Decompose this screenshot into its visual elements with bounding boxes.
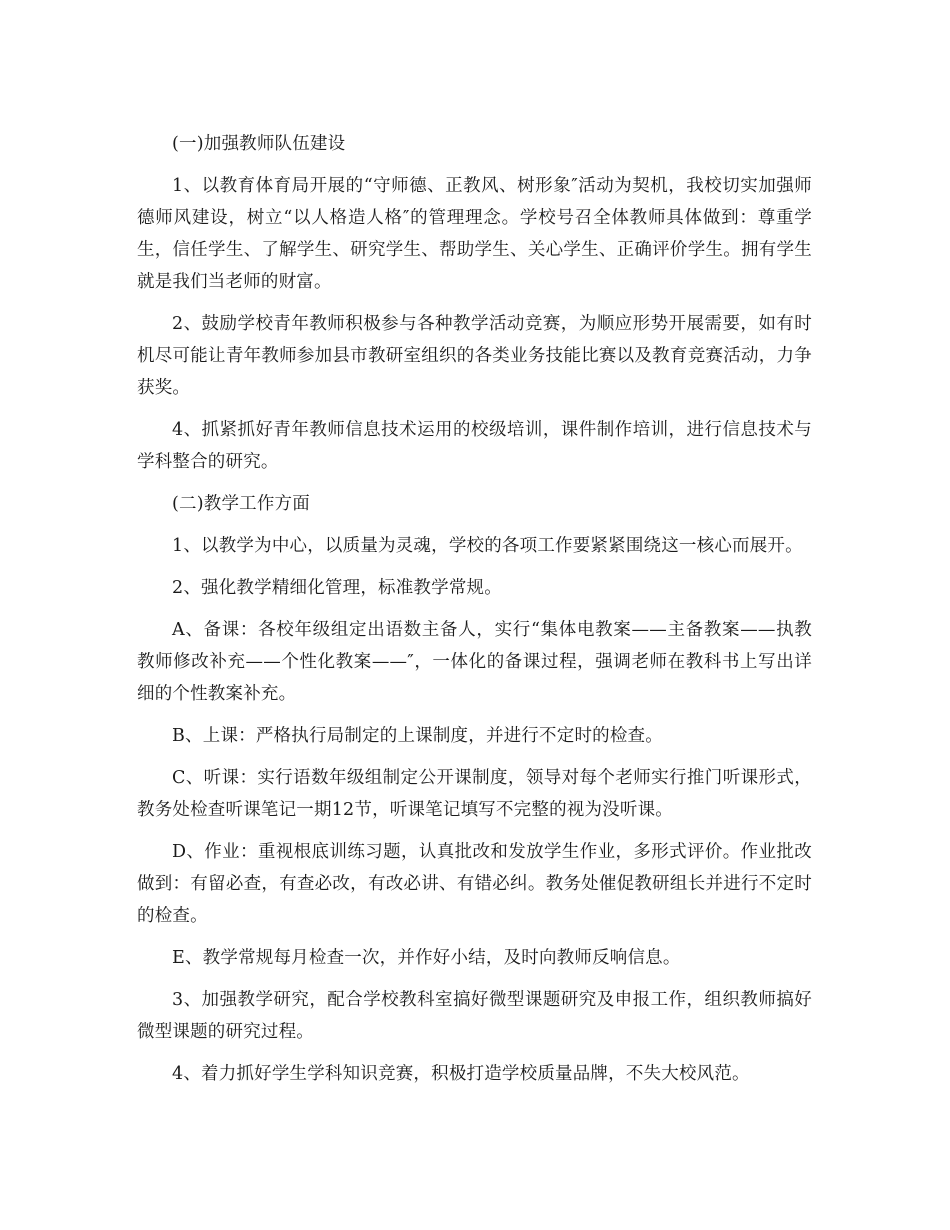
paragraph: 3、加强教学研究，配合学校教科室搞好微型课题研究及申报工作，组织教师搞好微型课题的研究过程。 [137,990,812,1042]
paragraph: D、作业：重视根底训练习题，认真批改和发放学生作业，多形式评价。作业批改做到：有留必查，有查必改，有改必讲、有错必纠。教务处催促教研组长并进行不定时的检查。 [137,842,812,926]
section-heading-teacher-team: (一)加强教师队伍建设 [172,134,346,154]
paragraph: C、听课：实行语数年级组制定公开课制度，领导对每个老师实行推门听课形式，教务处检查听课笔记一期12节，听课笔记填写不完整的视为没听课。 [137,768,812,820]
paragraph: A、备课：各校年级组定出语数主备人，实行“集体电教案——主备教案——执教教师修改补充——个性化教案——″，一体化的备课过程，强调老师在教科书上写出详细的个性教案补充。 [137,620,812,704]
paragraph: 1、以教育体育局开展的“守师德、正教风、树形象″活动为契机，我校切实加强师德师风建设，树立“以人格造人格″的管理理念。学校号召全体教师具体做到：尊重学生，信任学生、了解学生、研究学生、帮助学生、关心学生、正确评价学生。拥有学生就是我们当老师的财富。 [137,176,812,292]
paragraph: B、上课：严格执行局制定的上课制度，并进行不定时的检查。 [172,726,663,746]
paragraph: E、教学常规每月检查一次，并作好小结，及时向教师反响信息。 [172,948,681,968]
paragraph: 1、以教学为中心，以质量为灵魂，学校的各项工作要紧紧围绕这一核心而展开。 [172,536,803,556]
section-heading-teaching-work: (二)教学工作方面 [172,494,310,514]
paragraph: 4、着力抓好学生学科知识竞赛，积极打造学校质量品牌，不失大校风范。 [172,1064,750,1084]
paragraph: 2、鼓励学校青年教师积极参与各种教学活动竞赛，为顺应形势开展需要，如有时机尽可能让青年教师参加县市教研室组织的各类业务技能比赛以及教育竞赛活动，力争获奖。 [137,314,812,398]
document-body [137,128,812,1100]
paragraph: 2、强化教学精细化管理，标准教学常规。 [172,578,502,598]
paragraph: 4、抓紧抓好青年教师信息技术运用的校级培训，课件制作培训，进行信息技术与学科整合的研究。 [137,420,812,472]
